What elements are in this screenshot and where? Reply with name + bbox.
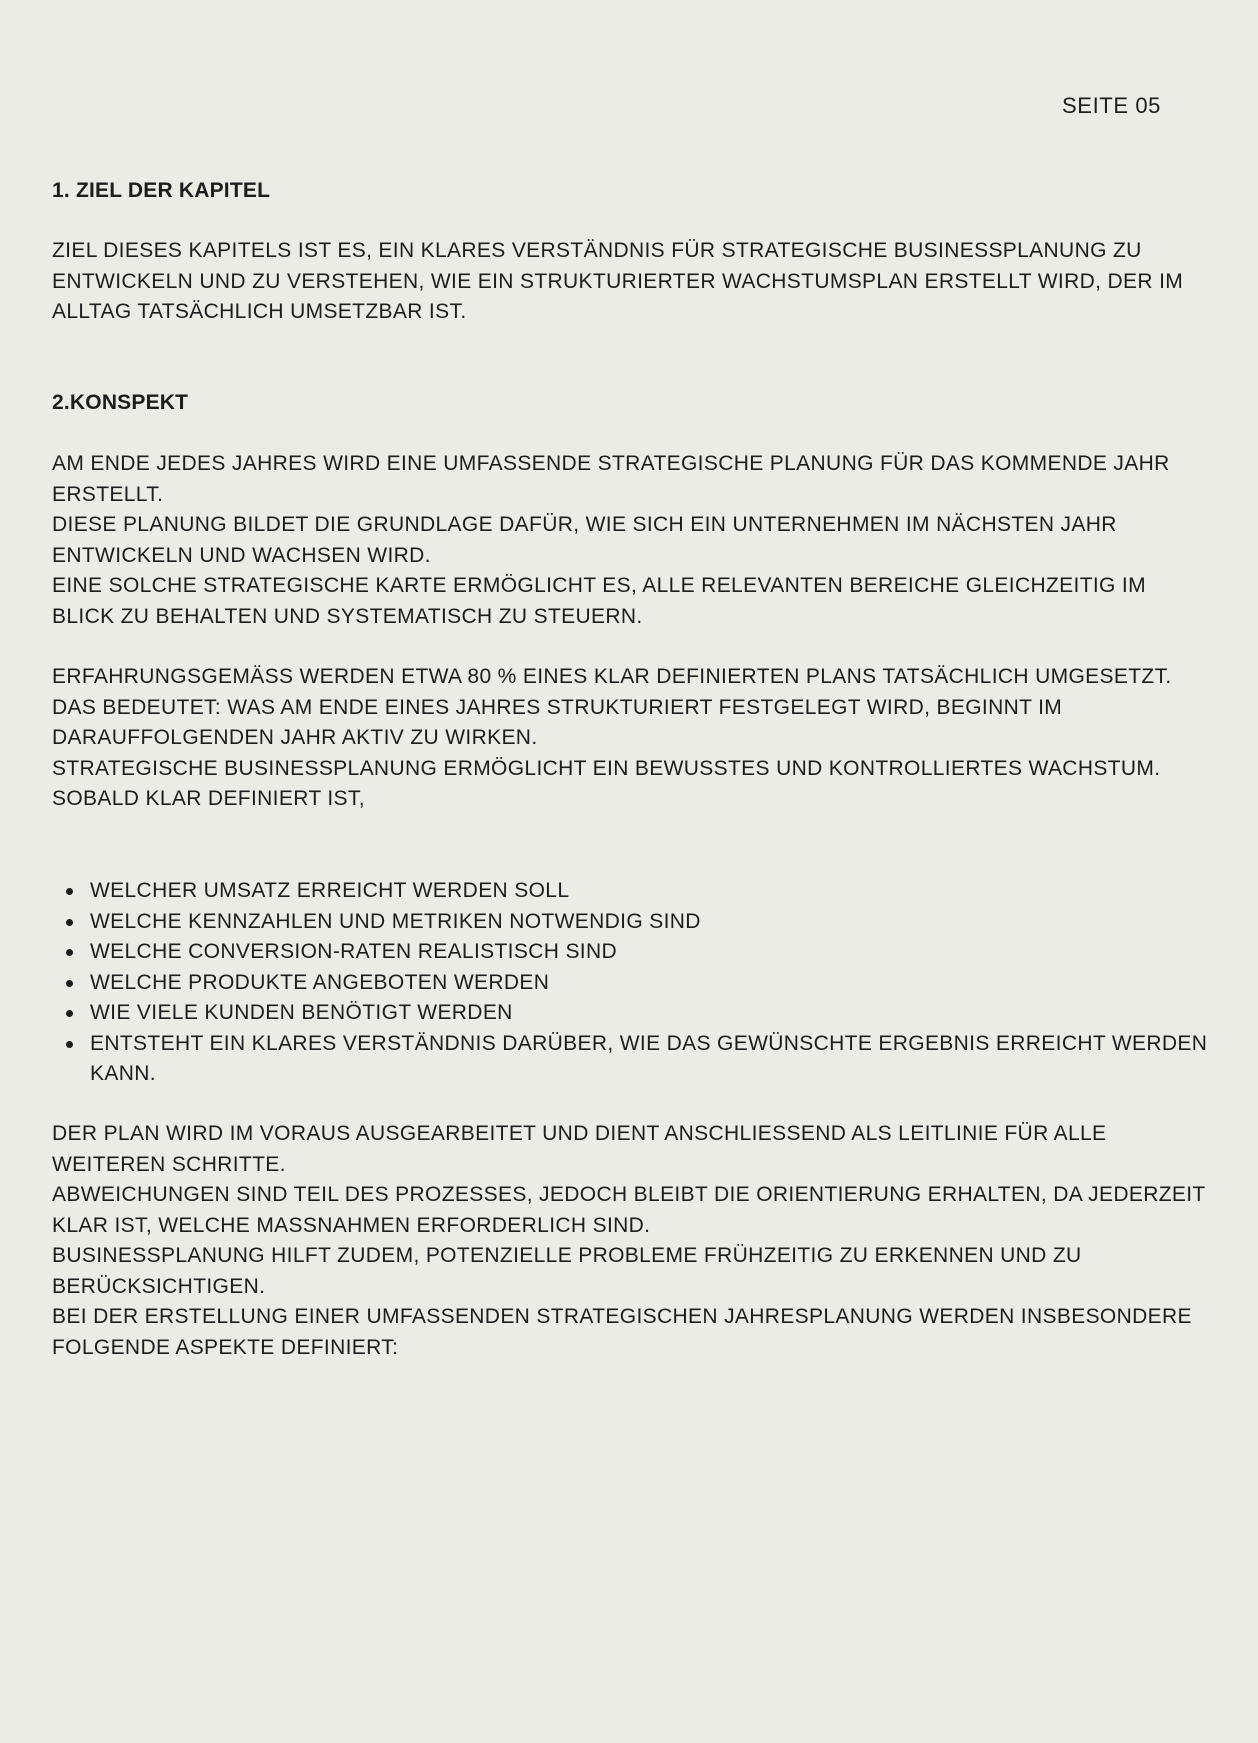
list-item-text: WELCHE KENNZAHLEN UND METRIKEN NOTWENDIG SIND [90,909,701,933]
list-item-text: WELCHER UMSATZ ERREICHT WERDEN SOLL [90,879,570,902]
list-item [90,998,1210,1029]
section-1-title: 1. ZIEL DER KAPITEL [52,179,271,202]
bullet-icon [66,888,73,895]
list-item [90,876,1210,907]
list-item-text: WIE VIELE KUNDEN BENÖTIGT WERDEN [90,1001,513,1024]
list-item [90,1029,1210,1090]
list-item-text: ENTSTEHT EIN KLARES VERSTÄNDNIS DARÜBER, WIE DAS GEWÜNSCHTE ERGEBNIS ERREICHT WERDEN KANN. [90,1031,1208,1085]
list-item [90,937,1210,968]
list-item [90,907,1210,938]
section-2-block-2 [52,662,1212,815]
section-2-block-1 [52,449,1212,632]
paragraph: ABWEICHUNGEN SIND TEIL DES PROZESSES, JEDOCH BLEIBT DIE ORIENTIERUNG ERHALTEN, DA JEDERZEIT KLAR IST, WELCHE MASSNAHMEN ERFORDERLICH SIND. [52,1183,1206,1237]
bullet-icon [66,1041,73,1048]
paragraph: BEI DER ERSTELLUNG EINER UMFASSENDEN STRATEGISCHEN JAHRESPLANUNG WERDEN INSBESONDERE FOLGENDE ASPEKTE DEFINIERT: [52,1305,1192,1359]
paragraph: EINE SOLCHE STRATEGISCHE KARTE ERMÖGLICHT ES, ALLE RELEVANTEN BEREICHE GLEICHZEITIG IM BLICK ZU BEHALTEN UND SYSTEMATISCH ZU STEUERN. [52,574,1146,628]
list-item [90,968,1210,999]
page-number: SEITE 05 [1062,93,1161,118]
paragraph: STRATEGISCHE BUSINESSPLANUNG ERMÖGLICHT EIN BEWUSSTES UND KONTROLLIERTES WACHSTUM. [52,756,1161,780]
bullet-icon [66,949,73,956]
paragraph: DIESE PLANUNG BILDET DIE GRUNDLAGE DAFÜR, WIE SICH EIN UNTERNEHMEN IM NÄCHSTEN JAHR ENTWICKELN UND WACHSEN WIRD. [52,513,1117,567]
paragraph: BUSINESSPLANUNG HILFT ZUDEM, POTENZIELLE PROBLEME FRÜHZEITIG ZU ERKENNEN UND ZU BERÜCKSICHTIGEN. [52,1244,1082,1298]
paragraph: SOBALD KLAR DEFINIERT IST, [52,787,365,810]
section-2-title: 2.KONSPEKT [52,391,189,414]
section-1-paragraph: ZIEL DIESES KAPITELS IST ES, EIN KLARES VERSTÄNDNIS FÜR STRATEGISCHE BUSINESSPLANUNG ZU ENTWICKELN UND ZU VERSTEHEN, WIE EIN STRUKTURIERTER WACHSTUMSPLAN ERSTELLT WIRD, DER IM ALLTAG TATSÄCHLICH UMSETZBAR IST. [52,239,1184,323]
section-2-block-3 [52,1119,1212,1363]
bullet-icon [66,919,73,926]
paragraph: AM ENDE JEDES JAHRES WIRD EINE UMFASSENDE STRATEGISCHE PLANUNG FÜR DAS KOMMENDE JAHR ERSTELLT. [52,452,1170,506]
paragraph: ERFAHRUNGSGEMÄSS WERDEN ETWA 80 % EINES KLAR DEFINIERTEN PLANS TATSÄCHLICH UMGESETZT. DAS BEDEUTET: WAS AM ENDE EINES JAHRES STRUKTURIERT FESTGELEGT WIRD, BEGINNT IM DARAUFFOLGENDEN JAHR AKTIV ZU WIRKEN. [52,665,1172,749]
paragraph: DER PLAN WIRD IM VORAUS AUSGEARBEITET UND DIENT ANSCHLIESSEND ALS LEITLINIE FÜR ALLE WEITEREN SCHRITTE. [52,1122,1107,1176]
bullet-icon [66,980,73,987]
list-item-text: WELCHE PRODUKTE ANGEBOTEN WERDEN [90,970,550,994]
list-item-text: WELCHE CONVERSION-RATEN REALISTISCH SIND [90,940,618,963]
bullet-icon [66,1010,73,1017]
bullet-list [52,876,1210,1090]
section-1-paragraph-block [52,236,1212,328]
